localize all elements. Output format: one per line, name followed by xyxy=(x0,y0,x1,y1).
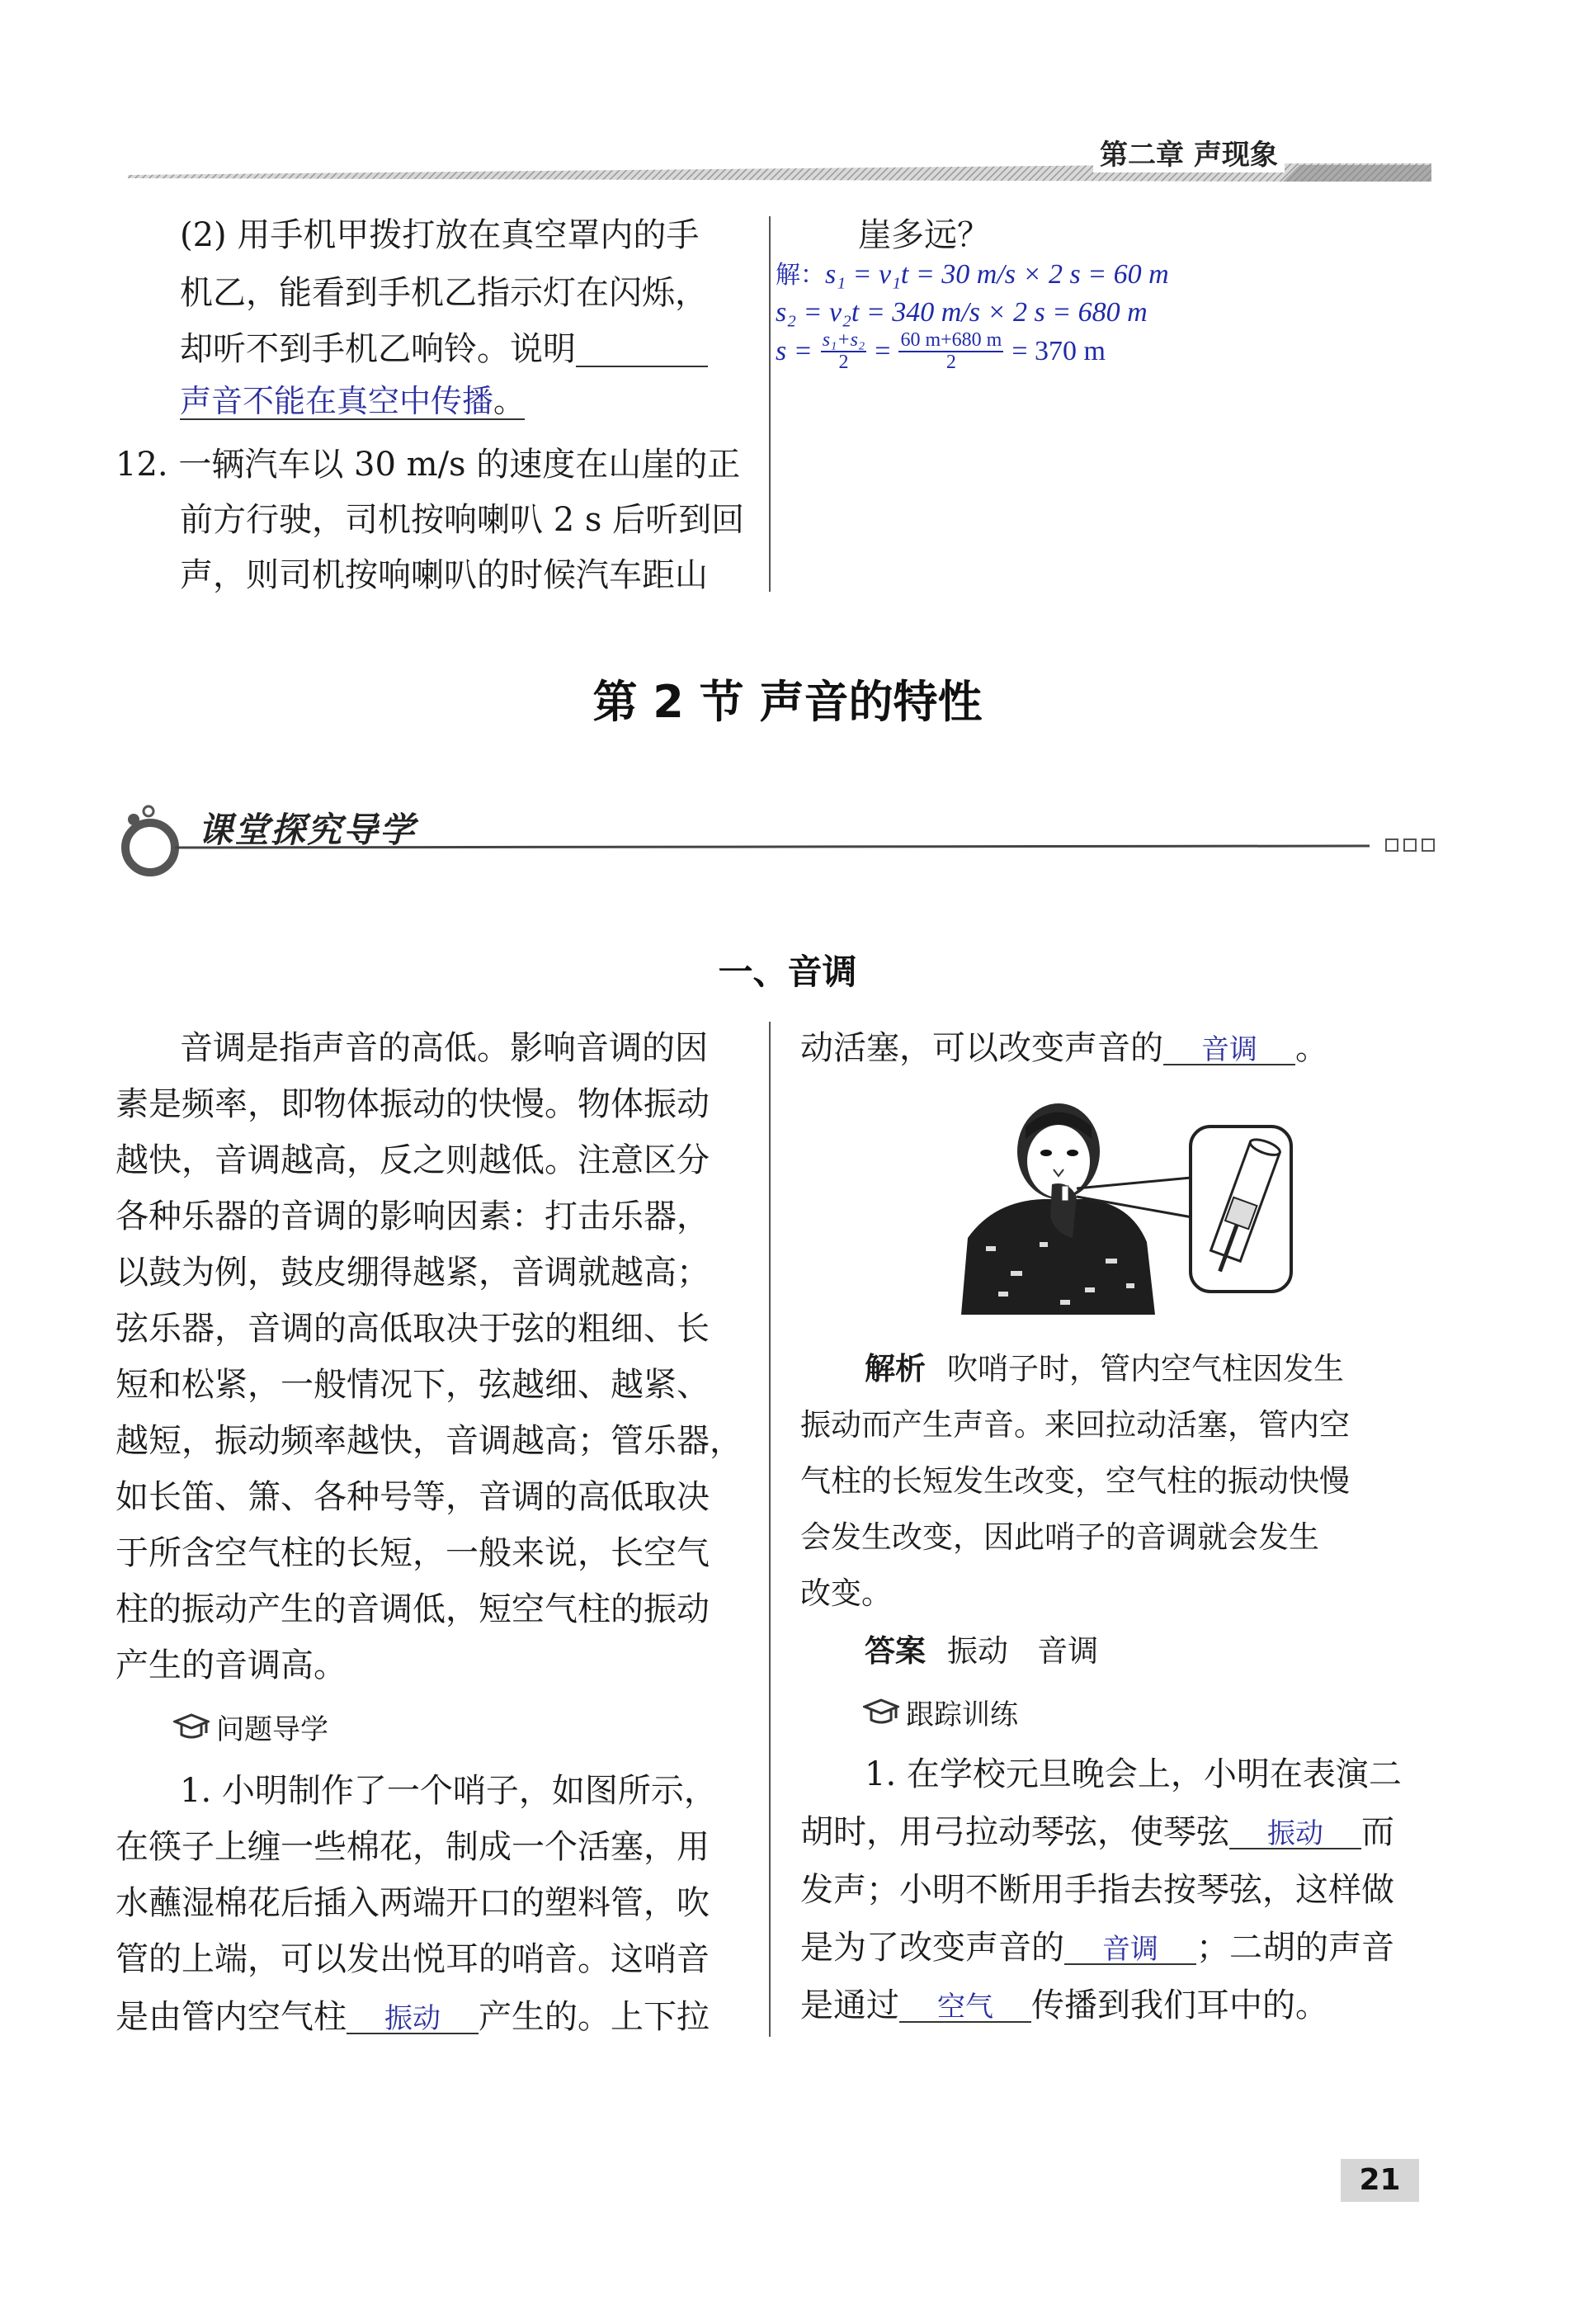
intro-line-4: 各种乐器的音调的影响因素：打击乐器， xyxy=(116,1197,710,1235)
section-title: 第 2 节 声音的特性 xyxy=(592,676,983,728)
fraction-2-denominator: 2 xyxy=(945,352,956,374)
t1-line-4 xyxy=(800,1931,1394,1965)
solution-eq-1: s₁ = v₁t = 30 m/s × 2 s = 60 m xyxy=(825,259,1169,290)
q12-line-1: 12. 一辆汽车以 30 m/s 的速度在山崖的正 xyxy=(116,446,741,484)
banner-title: 课堂探究导学 xyxy=(198,810,417,850)
q1-line-1: 1. 小明制作了一个哨子，如图所示， xyxy=(180,1772,717,1810)
analysis-line-2: 振动而产生声音。来回拉动活塞，管内空 xyxy=(800,1407,1350,1443)
solution-line-1 xyxy=(776,254,1169,290)
intro-line-2: 素是频率，即物体振动的快慢。物体振动 xyxy=(116,1085,710,1123)
mortarboard-icon xyxy=(173,1712,210,1743)
track-heading xyxy=(863,1692,1018,1732)
analysis-line-5: 改变。 xyxy=(800,1575,892,1611)
t1-line-1: 1. 在学校元旦晚会上，小明在表演二 xyxy=(865,1755,1402,1793)
t1-l2-prefix: 胡时，用弓拉动琴弦，使琴弦 xyxy=(800,1813,1229,1851)
intro-line-5: 以鼓为例，鼓皮绷得越紧，音调就越高； xyxy=(116,1254,710,1292)
analysis-line-3: 气柱的长短发生改变，空气柱的振动快慢 xyxy=(800,1463,1350,1499)
solution-eq-3-equals: = xyxy=(875,336,891,367)
column-divider-bottom xyxy=(769,1022,771,2037)
track-title: 跟踪训练 xyxy=(906,1698,1018,1731)
t1-l4-suffix: ；二胡的声音 xyxy=(1196,1929,1394,1967)
q11-2-line-2: 机乙，能看到手机乙指示灯在闪烁， xyxy=(180,274,708,312)
t1-line-3: 发声；小明不断用手指去按琴弦，这样做 xyxy=(800,1871,1394,1909)
solution-eq-3-lhs: s = xyxy=(776,336,813,367)
q1-continuation xyxy=(800,1029,1328,1067)
guide-heading xyxy=(173,1707,328,1747)
solution-label: 解： xyxy=(776,261,825,290)
t1-l5-prefix: 是通过 xyxy=(800,1986,899,2024)
t1-blank-1[interactable]: 振动 xyxy=(1229,1820,1361,1849)
q1-line-4: 管的上端，可以发出悦耳的哨音。这哨音 xyxy=(116,1940,710,1978)
q11-2-line-3-text: 却听不到手机乙响铃。说明 xyxy=(180,330,576,368)
page-number: 21 xyxy=(1341,2159,1419,2202)
intro-line-8: 越短，振动频率越快，音调越高；管乐器， xyxy=(116,1422,743,1460)
t1-blank-2[interactable]: 音调 xyxy=(1064,1935,1196,1965)
q1-last-suffix: 产生的。上下拉 xyxy=(479,1998,710,2036)
q11-2-answer[interactable]: 声音不能在真空中传播。 xyxy=(180,383,526,419)
fraction-1 xyxy=(821,330,867,373)
analysis-line-4: 会发生改变，因此哨子的音调就会发生 xyxy=(800,1519,1319,1555)
answer-text: 振动 音调 xyxy=(947,1633,1099,1669)
t1-line-5 xyxy=(800,1986,1328,2024)
intro-line-9: 如长笛、箫、各种号等，音调的高低取决 xyxy=(116,1478,710,1516)
column-divider-top xyxy=(769,216,771,592)
q1-line-5 xyxy=(116,2000,710,2034)
q1-line-3: 水蘸湿棉花后插入两端开口的塑料管，吹 xyxy=(116,1884,710,1922)
q11-2-blank[interactable] xyxy=(576,333,708,367)
q11-2-line-3 xyxy=(180,330,708,368)
q1-cont-suffix: 。 xyxy=(1295,1029,1328,1067)
whistle-illustration xyxy=(961,1094,1299,1316)
q11-2-answer-text: 声音不能在真空中传播 xyxy=(180,383,494,419)
t1-line-2 xyxy=(800,1813,1394,1851)
q1-blank-1[interactable]: 振动 xyxy=(347,2005,479,2034)
fraction-1-numerator: s₁+s₂ xyxy=(821,330,867,352)
fraction-2 xyxy=(898,330,1003,373)
intro-line-3: 越快，音调越高，反之则越低。注意区分 xyxy=(116,1141,710,1179)
fraction-1-denominator: 2 xyxy=(838,352,849,374)
t1-l4-prefix: 是为了改变声音的 xyxy=(800,1929,1064,1967)
q1-blank-2[interactable]: 音调 xyxy=(1163,1036,1295,1065)
intro-line-12: 产生的音调高。 xyxy=(116,1646,347,1684)
q1-line-2: 在筷子上缠一些棉花，制成一个活塞，用 xyxy=(116,1828,710,1866)
q12-continuation: 崖多远？ xyxy=(858,216,990,254)
q12-line-2: 前方行驶，司机按响喇叭 2 s 后听到回 xyxy=(180,501,745,539)
mortarboard-icon xyxy=(863,1697,899,1728)
subheading-pitch: 一、音调 xyxy=(718,952,857,992)
analysis-line-1 xyxy=(865,1353,1344,1384)
q12-line-3: 声，则司机按响喇叭的时候汽车距山 xyxy=(180,556,708,594)
analysis-label: 解析 xyxy=(865,1351,926,1386)
analysis-text-1: 吹哨子时，管内空气柱因发生 xyxy=(947,1351,1344,1386)
t1-l2-suffix: 而 xyxy=(1361,1813,1394,1851)
fraction-2-numerator: 60 m+680 m xyxy=(898,330,1003,352)
intro-line-6: 弦乐器，音调的高低取决于弦的粗细、长 xyxy=(116,1310,710,1348)
chapter-title: 第二章 声现象 xyxy=(1093,132,1285,172)
q11-2-line-1: (2) 用手机甲拨打放在真空罩内的手 xyxy=(180,216,700,254)
solution-eq-3-result: = 370 m xyxy=(1011,336,1106,367)
solution-eq-2: s₂ = v₂t = 340 m/s × 2 s = 680 m xyxy=(776,297,1148,328)
t1-l5-suffix: 传播到我们耳中的。 xyxy=(1031,1986,1328,2024)
banner xyxy=(116,796,1444,879)
answer-line xyxy=(865,1633,1099,1669)
q1-last-prefix: 是由管内空气柱 xyxy=(116,1998,347,2036)
intro-line-11: 柱的振动产生的音调低，短空气柱的振动 xyxy=(116,1590,710,1628)
intro-line-7: 短和松紧，一般情况下，弦越细、越紧、 xyxy=(116,1366,710,1404)
intro-line-1: 音调是指声音的高低。影响音调的因 xyxy=(180,1029,708,1067)
intro-line-10: 于所含空气柱的长短，一般来说，长空气 xyxy=(116,1534,710,1572)
guide-title: 问题导学 xyxy=(216,1713,328,1746)
t1-blank-3[interactable]: 空气 xyxy=(899,1993,1031,2023)
answer-label: 答案 xyxy=(865,1633,926,1669)
solution-line-2 xyxy=(776,297,1148,328)
solution-line-3 xyxy=(776,330,1106,373)
q1-cont-prefix: 动活塞，可以改变声音的 xyxy=(800,1029,1163,1067)
